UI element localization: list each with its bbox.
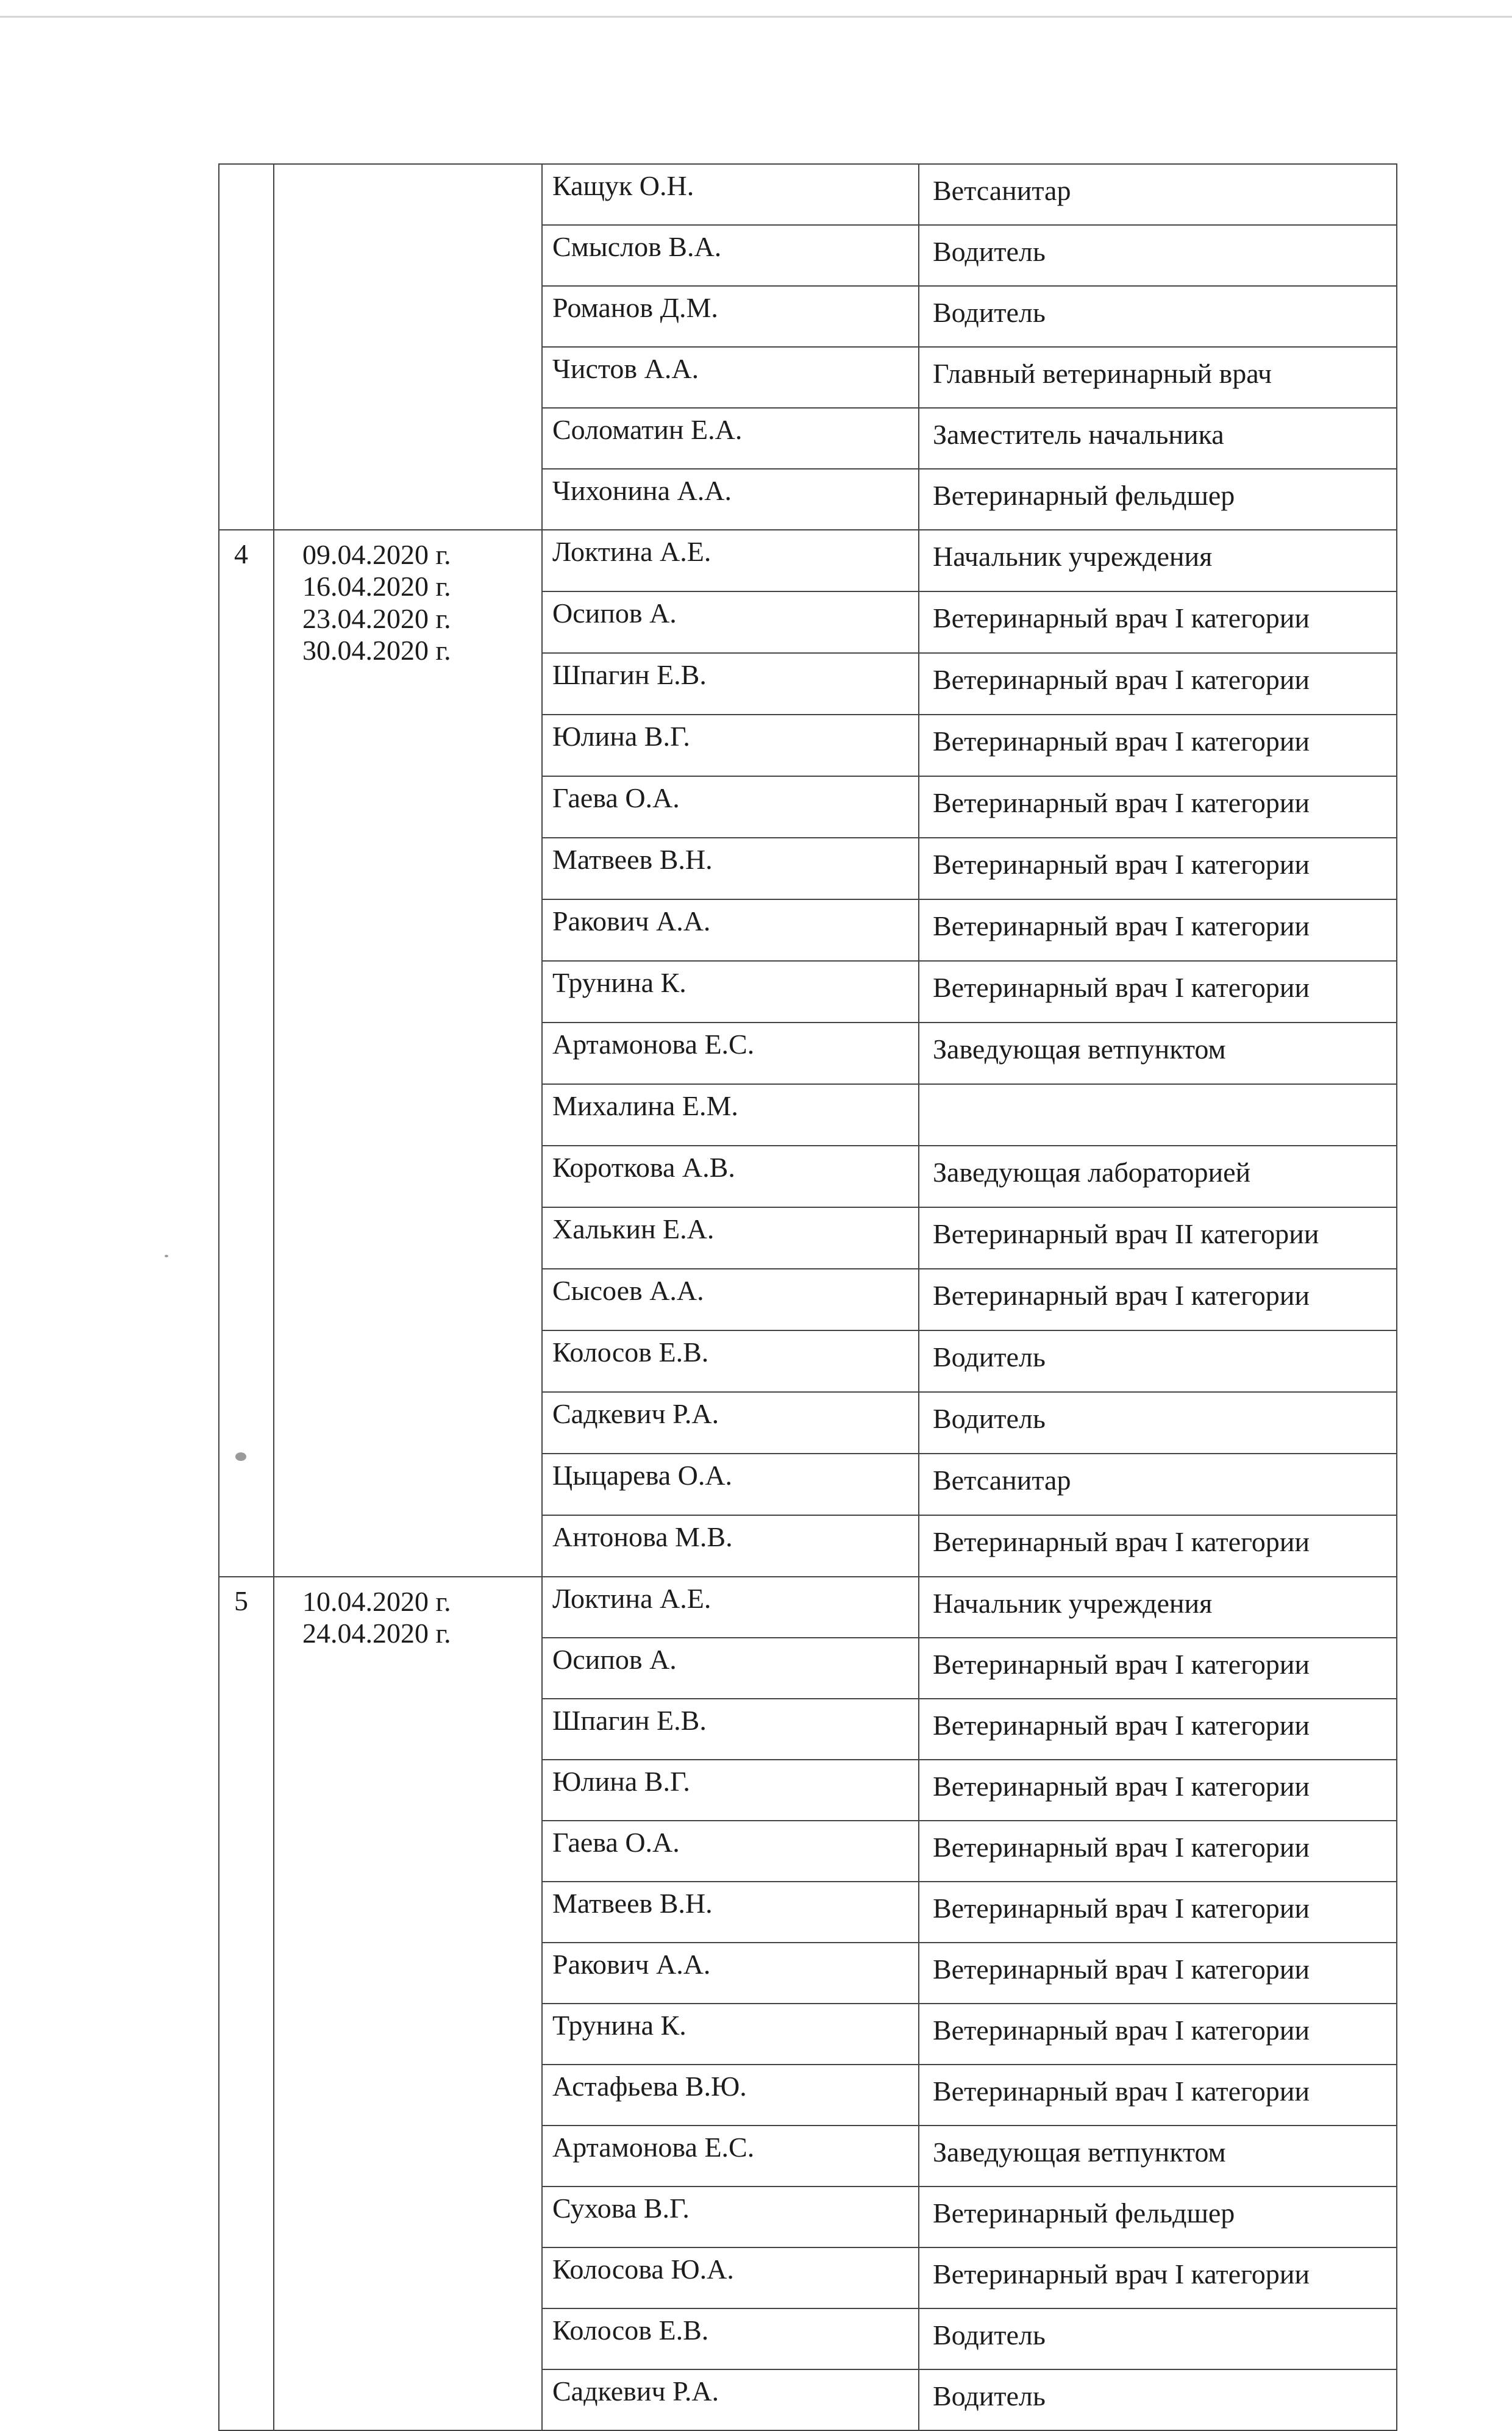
employee-position: Ветеринарный врач I категории <box>919 1515 1397 1577</box>
employee-position: Водитель <box>919 2369 1397 2430</box>
employee-position: Заведующая лабораторией <box>919 1146 1397 1207</box>
employee-name: Артамонова Е.С. <box>542 2126 919 2186</box>
employee-position: Ветеринарный врач I категории <box>919 2065 1397 2126</box>
group-dates-cell <box>274 164 542 530</box>
table-row <box>219 530 1397 591</box>
employee-position: Ветсанитар <box>919 164 1397 225</box>
group-number: 5 <box>234 1585 248 1616</box>
employee-position: Ветсанитар <box>919 1454 1397 1515</box>
group-number: 4 <box>234 538 248 569</box>
employee-name: Смыслов В.А. <box>542 225 919 286</box>
employee-name: Матвеев В.Н. <box>542 1882 919 1943</box>
employee-name: Чихонина А.А. <box>542 469 919 530</box>
employee-name: Колосов Е.В. <box>542 1330 919 1392</box>
group-date: 10.04.2020 г. <box>302 1586 451 1617</box>
employee-name: Кащук О.Н. <box>542 164 919 225</box>
employee-name: Чистов А.А. <box>542 347 919 408</box>
employee-name: Осипов А. <box>542 1638 919 1699</box>
group-dates-cell <box>274 1577 542 2430</box>
employee-name: Локтина А.Е. <box>542 530 919 591</box>
employee-name: Соломатин Е.А. <box>542 408 919 469</box>
employee-position: Начальник учреждения <box>919 1577 1397 1638</box>
scan-edge-line <box>0 16 1512 18</box>
group-date: 30.04.2020 г. <box>302 635 451 666</box>
employee-name: Садкевич Р.А. <box>542 2369 919 2430</box>
employee-name: Антонова М.В. <box>542 1515 919 1577</box>
employee-name: Трунина К. <box>542 2004 919 2065</box>
employee-position: Ветеринарный врач I категории <box>919 2247 1397 2308</box>
employee-position <box>919 1084 1397 1146</box>
employee-position: Ветеринарный врач I категории <box>919 961 1397 1023</box>
employee-name: Гаева О.А. <box>542 776 919 838</box>
employee-name: Михалина Е.М. <box>542 1084 919 1146</box>
employee-position: Водитель <box>919 286 1397 347</box>
employee-name: Шпагин Е.В. <box>542 653 919 715</box>
employee-name: Короткова А.В. <box>542 1146 919 1207</box>
employee-name: Цыцарева О.А. <box>542 1454 919 1515</box>
employee-name: Ракович А.А. <box>542 1943 919 2004</box>
employee-position: Ветеринарный врач I категории <box>919 899 1397 961</box>
employee-position: Ветеринарный врач I категории <box>919 591 1397 653</box>
table-row <box>219 1577 1397 1638</box>
employee-position: Ветеринарный врач I категории <box>919 1638 1397 1699</box>
employee-name: Юлина В.Г. <box>542 715 919 776</box>
employee-position: Ветеринарный врач I категории <box>919 1269 1397 1330</box>
employee-position: Начальник учреждения <box>919 530 1397 591</box>
employee-position: Ветеринарный врач I категории <box>919 1821 1397 1882</box>
employee-position: Водитель <box>919 1392 1397 1454</box>
employee-position: Ветеринарный врач I категории <box>919 715 1397 776</box>
employee-name: Астафьева В.Ю. <box>542 2065 919 2126</box>
employee-name: Гаева О.А. <box>542 1821 919 1882</box>
group-date: 23.04.2020 г. <box>302 602 451 634</box>
employee-position: Ветеринарный врач II категории <box>919 1207 1397 1269</box>
employee-name: Ракович А.А. <box>542 899 919 961</box>
group-date: 09.04.2020 г. <box>302 539 451 570</box>
employee-name: Сухова В.Г. <box>542 2186 919 2247</box>
employee-name: Осипов А. <box>542 591 919 653</box>
employee-position: Ветеринарный фельдшер <box>919 469 1397 530</box>
employee-position: Ветеринарный врач I категории <box>919 653 1397 715</box>
employee-name: Романов Д.М. <box>542 286 919 347</box>
employee-name: Артамонова Е.С. <box>542 1023 919 1084</box>
employee-name: Колосов Е.В. <box>542 2308 919 2369</box>
employee-position: Ветеринарный врач I категории <box>919 838 1397 899</box>
employee-name: Трунина К. <box>542 961 919 1023</box>
employee-position: Ветеринарный фельдшер <box>919 2186 1397 2247</box>
employee-position: Заведующая ветпунктом <box>919 1023 1397 1084</box>
employee-position: Заместитель начальника <box>919 408 1397 469</box>
schedule-table <box>218 163 1397 2431</box>
scan-speck <box>235 1452 246 1461</box>
scan-speck <box>165 1255 168 1257</box>
group-dates-cell <box>274 530 542 1577</box>
employee-position: Ветеринарный врач I категории <box>919 1760 1397 1821</box>
employee-name: Сысоев А.А. <box>542 1269 919 1330</box>
employee-name: Матвеев В.Н. <box>542 838 919 899</box>
employee-position: Ветеринарный врач I категории <box>919 1882 1397 1943</box>
employee-name: Садкевич Р.А. <box>542 1392 919 1454</box>
employee-name: Халькин Е.А. <box>542 1207 919 1269</box>
employee-position: Водитель <box>919 2308 1397 2369</box>
schedule-body <box>219 164 1397 2430</box>
employee-position: Главный ветеринарный врач <box>919 347 1397 408</box>
group-date: 24.04.2020 г. <box>302 1618 451 1649</box>
employee-position: Ветеринарный врач I категории <box>919 776 1397 838</box>
group-number-cell <box>219 1577 274 2430</box>
group-date: 16.04.2020 г. <box>302 571 451 602</box>
employee-position: Ветеринарный врач I категории <box>919 1943 1397 2004</box>
employee-position: Водитель <box>919 1330 1397 1392</box>
employee-position: Ветеринарный врач I категории <box>919 2004 1397 2065</box>
employee-name: Шпагин Е.В. <box>542 1699 919 1760</box>
employee-name: Колосова Ю.А. <box>542 2247 919 2308</box>
employee-position: Водитель <box>919 225 1397 286</box>
employee-position: Заведующая ветпунктом <box>919 2126 1397 2186</box>
employee-name: Юлина В.Г. <box>542 1760 919 1821</box>
table-row <box>219 164 1397 225</box>
group-number-cell <box>219 164 274 530</box>
group-number-cell <box>219 530 274 1577</box>
employee-name: Локтина А.Е. <box>542 1577 919 1638</box>
employee-position: Ветеринарный врач I категории <box>919 1699 1397 1760</box>
